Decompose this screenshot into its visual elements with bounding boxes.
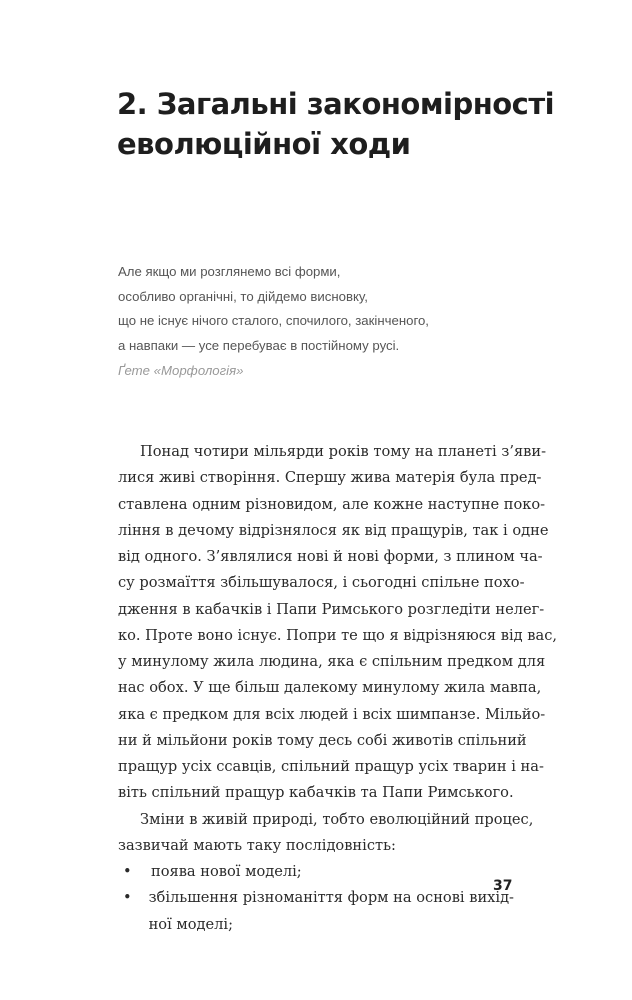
text-line: яка є предком для всіх людей і всіх шимпанзе. Мільйо- bbox=[118, 705, 546, 723]
epigraph-line: що не існує нічого сталого, спочилого, закінченого, bbox=[118, 313, 429, 329]
page-number: 37 bbox=[493, 878, 513, 894]
chapter-title-line: еволюційної ходи bbox=[117, 127, 411, 161]
text-line: ни й мільйони років тому десь собі животів спільний bbox=[118, 731, 527, 749]
text-line: ної моделі; bbox=[148, 915, 234, 933]
paragraph bbox=[118, 439, 558, 807]
text-line: Зміни в живій природі, тобто еволюційний процес, bbox=[140, 810, 534, 828]
text-line: поява нової моделі; bbox=[151, 863, 302, 880]
text-line: ставлена одним різновидом, але кожне наступне поко- bbox=[118, 495, 546, 513]
text-line: Понад чотири мільярди років тому на планеті з’яви- bbox=[140, 443, 547, 460]
text-line: від одного. З’являлися нові й нові форми, з плином ча- bbox=[118, 548, 543, 565]
bullet-icon: • bbox=[123, 863, 132, 880]
text-line: ління в дечому відрізнялося як від пращурів, так і одне bbox=[118, 521, 549, 539]
text-line: нас обох. У ще більш далекому минулому жила мавпа, bbox=[118, 679, 542, 697]
epigraph-line: а навпаки — усе перебуває в постійному русі. bbox=[118, 338, 400, 354]
text-line: зазвичай мають таку послідовність: bbox=[118, 836, 396, 854]
text-line: су розмаїття збільшувалося, і сьогодні спільне похо- bbox=[118, 574, 525, 592]
text-line: віть спільний пращур кабачків та Папи Римського. bbox=[118, 784, 514, 802]
paragraph bbox=[118, 807, 534, 860]
epigraph bbox=[118, 260, 429, 384]
text-line: пращур усіх ссавців, спільний пращур усіх тварин і на- bbox=[118, 758, 544, 775]
bullet-item bbox=[118, 859, 514, 885]
bullet-item bbox=[118, 885, 514, 938]
bullet-icon: • bbox=[123, 889, 132, 907]
text-line: дження в кабачків і Папи Римського розгледіти нелег- bbox=[118, 600, 545, 618]
text-line: ко. Проте воно існує. Попри те що я відрізняюся від вас, bbox=[118, 626, 558, 644]
text-line: збільшення різноманіття форм на основі вихід- bbox=[148, 889, 514, 907]
chapter-title-line: 2. Загальні закономірності bbox=[117, 87, 555, 121]
text-line: у минулому жила людина, яка є спільним предком для bbox=[118, 653, 546, 670]
epigraph-attribution: Ґете «Морфологія» bbox=[118, 362, 244, 378]
body-text bbox=[118, 439, 558, 938]
text-line: лися живі створіння. Спершу жива матерія була пред- bbox=[118, 469, 542, 487]
epigraph-line: Але якщо ми розглянемо всі форми, bbox=[118, 264, 341, 279]
epigraph-line: особливо органічні, то дійдемо висновку, bbox=[118, 288, 368, 304]
chapter-title bbox=[117, 84, 554, 164]
